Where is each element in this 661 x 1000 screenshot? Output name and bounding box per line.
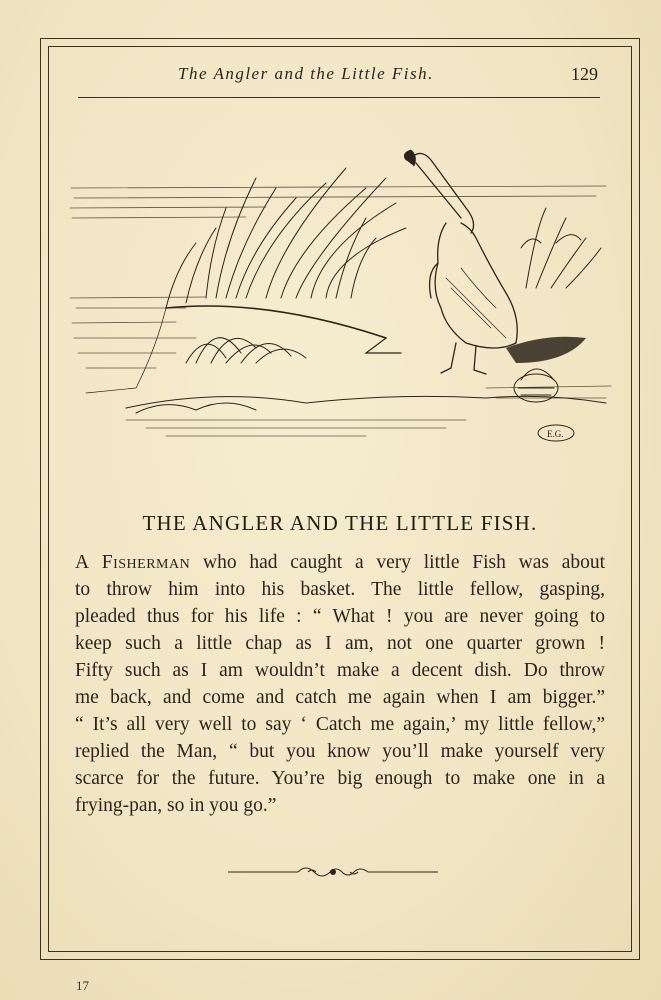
header-rule [78,97,600,98]
text-line-6: me back, and come and catch me again when I am bigger.” [75,687,605,708]
running-head [78,62,600,92]
page-number: 129 [571,64,598,84]
heron [404,150,517,374]
text-line-8: replied the Man, “ but you know you’ll make yourself very [75,741,605,762]
reeds [166,168,406,308]
ornament-divider [228,860,438,882]
plants-right [521,208,601,288]
text-line-5: Fifty such as I am wouldn’t make a decent dish. Do throw [75,660,605,681]
text-line-2: to throw him into his basket. The little fellow, gasping, [75,579,605,600]
text-line-1-rest: who had caught a very little Fish was about [190,552,606,573]
fable-title: THE ANGLER AND THE LITTLE FISH. [142,511,538,535]
fable-text [75,549,605,819]
text-line-1 [75,549,605,576]
fishing-rod [166,306,386,338]
first-word: A Fisherman [75,552,191,573]
signature-mark: 17 [76,978,89,993]
text-line-7: “ It’s all very well to say ‘ Catch me again,’ my little fellow,” [75,714,605,735]
illustration-monogram: E.G. [547,429,564,439]
text-line-3: pleaded thus for his life : “ What ! you are never going to [75,606,605,627]
water-hatching [70,186,611,436]
text-line-9: scarce for the future. You’re big enough to make one in a [75,768,605,789]
text-line-10: frying-pan, so in you go.” [75,795,277,816]
text-line-4: keep such a little chap as I am, not one quarter grown ! [75,633,605,654]
running-title: The Angler and the Little Fish. [178,64,434,83]
heron-illustration [66,148,616,453]
